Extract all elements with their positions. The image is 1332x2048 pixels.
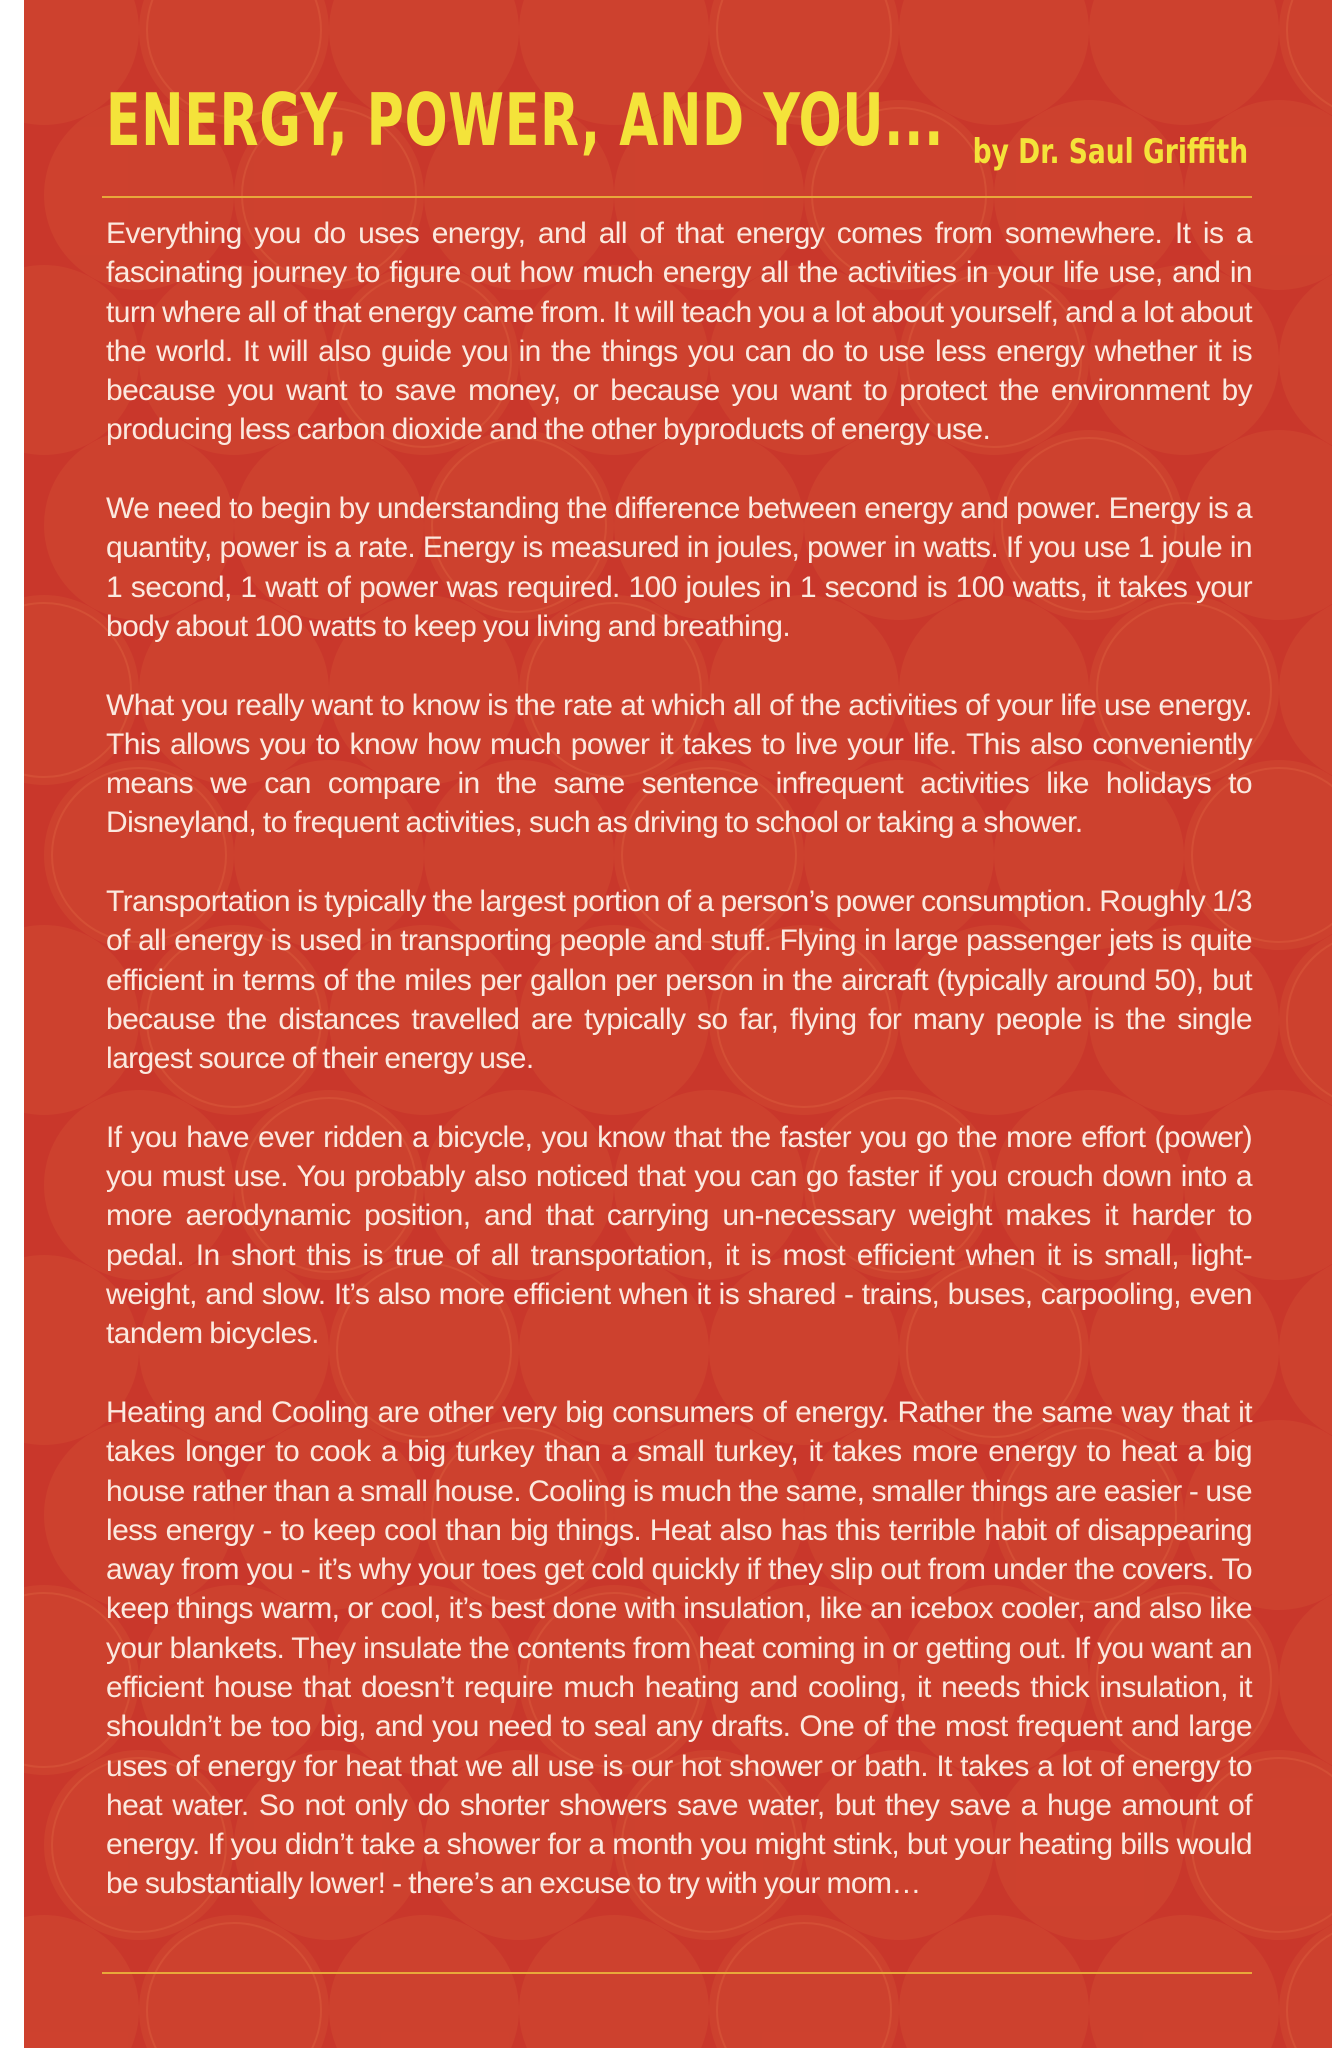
header	[106, 70, 1252, 180]
paragraph-heating-cooling: Heating and Cooling are other very big consumers of energy. Rather the same way that it takes longer to cook a big turkey than a small turkey, it takes more energy to heat a big house rather than a small house. Cooling is much the same, smaller things are easier - use less energy - to keep cool than big things. Heat also has this terrible habit of disappearing away from you - it’s why your toes get cold quickly if they slip out from under the covers. To keep things warm, or cool, it’s best done with insulation, like an icebox cooler, and also like your blankets. They insulate the contents from heat coming in or getting out. If you want an efficient house that doesn’t require much heating and cooling, it needs thick insulation, it shouldn’t be too big, and you need to seal any drafts. One of the most frequent and large uses of energy for heat that we all use is our hot shower or bath. It takes a lot of energy to heat water. So not only do shorter showers save water, but they save a huge amount of energy. If you didn’t take a shower for a month you might stink, but your heating bills would be substantially lower! - there’s an excuse to try with your mom…	[106, 1395, 1252, 1901]
background-circle	[1279, 265, 1332, 455]
footer-divider	[102, 1972, 1252, 1974]
author-byline: by Dr. Saul Griffith	[972, 132, 1248, 172]
background-circle	[1279, 1585, 1332, 1775]
background-circle	[1279, 1255, 1332, 1445]
paragraph-transportation: Transportation is typically the largest portion of a person’s power consumption. Roughly 1/3 of all energy is used in transporting people and stuff. Flying in large passenger jets is quite efficient in terms of the miles per gallon per person in the aircraft (typically around 50), but because the distances travelled are typically so far, flying for many people is the single largest source of their energy use.	[106, 885, 1252, 1076]
paragraph-energy-vs-power: We need to begin by understanding the difference between energy and power. Energy is a quantity, power is a rate. Energy is measured in joules, power in watts. If you use 1 joule in 1 second, 1 watt of power was required. 100 joules in 1 second is 100 watts, it takes your body about 100 watts to keep you living and breathing.	[106, 492, 1252, 643]
article-body	[106, 214, 1252, 1904]
paragraph-rate-of-use: What you really want to know is the rate at which all of the activities of your life use energy. This allows you to know how much power it takes to live your life. This also conveniently means we can compare in the same sentence infrequent activities like holidays to Disneyland, to frequent activities, such as driving to school or taking a shower.	[106, 688, 1252, 840]
page-title: ENERGY, POWER, AND YOU...	[106, 78, 945, 162]
header-divider	[102, 196, 1252, 198]
paragraph-bicycle: If you have ever ridden a bicycle, you know that the faster you go the more effort (power) you must use. You probably also noticed that you can go faster if you crouch down into a more aerodynamic position, and that carrying un-necessary weight makes it harder to pedal. In short this is true of all transportation, it is most efficient when it is small, light-weight, and slow. It’s also more efficient when it is shared - trains, buses, carpooling, even tandem bicycles.	[106, 1120, 1252, 1351]
background-circle	[1279, 595, 1332, 785]
poster-page	[24, 0, 1332, 2048]
paragraph-intro: Everything you do uses energy, and all of that energy comes from somewhere. It is a fascinating journey to figure out how much energy all the activities in your life use, and in turn where all of that energy came from. It will teach you a lot about yourself, and a lot about the world. It will also guide you in the things you can do to use less energy whether it is because you want to save money, or because you want to protect the environment by producing less carbon dioxide and the other byproducts of energy use.	[106, 217, 1252, 447]
